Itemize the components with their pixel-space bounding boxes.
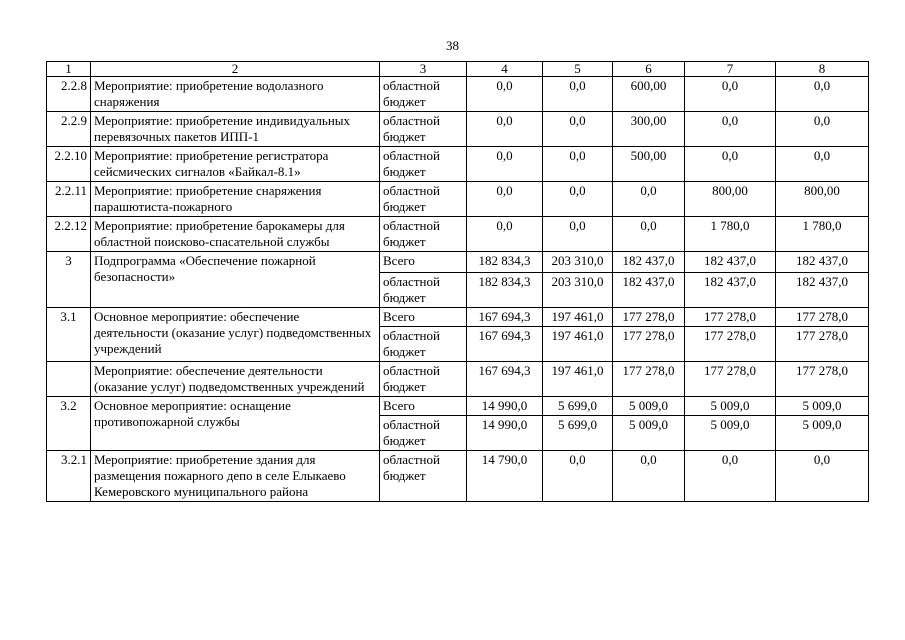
value-cell: 0,0 [467,217,543,252]
row-code: 2.2.9 [47,112,91,147]
row-code: 2.2.11 [47,182,91,217]
value-cell: 0,0 [467,112,543,147]
value-cell: 182 834,3 [467,252,543,273]
value-cell: 177 278,0 [776,362,869,397]
value-cell: 5 009,0 [685,397,776,416]
row-code: 2.2.10 [47,147,91,182]
value-cell: 177 278,0 [776,308,869,327]
value-cell: 0,0 [613,182,685,217]
value-cell: 0,0 [543,182,613,217]
value-cell: 0,0 [613,451,685,502]
header-cell: 5 [543,62,613,77]
table-row [47,77,869,112]
value-cell: 182 834,3 [467,273,543,308]
value-cell: 182 437,0 [685,252,776,273]
funding-source: областной бюджет [380,182,467,217]
value-cell: 203 310,0 [543,273,613,308]
funding-source: областной бюджет [380,327,467,362]
value-cell: 14 790,0 [467,451,543,502]
value-cell: 167 694,3 [467,362,543,397]
row-code: 2.2.8 [47,77,91,112]
header-cell: 7 [685,62,776,77]
value-cell: 600,00 [613,77,685,112]
value-cell: 5 009,0 [613,397,685,416]
value-cell: 182 437,0 [613,252,685,273]
table-row [47,362,869,397]
table-row [47,308,869,327]
row-name: Основное мероприятие: оснащение противопожарной службы [91,397,380,451]
row-name: Мероприятие: приобретение здания для размещения пожарного депо в селе Елыкаево Кемеровского муниципального района [91,451,380,502]
table-row [47,147,869,182]
value-cell: 0,0 [467,77,543,112]
funding-source: Всего [380,252,467,273]
row-name: Мероприятие: приобретение индивидуальных перевязочных пакетов ИПП-1 [91,112,380,147]
value-cell: 500,00 [613,147,685,182]
value-cell: 0,0 [685,112,776,147]
value-cell: 177 278,0 [613,308,685,327]
value-cell: 182 437,0 [776,273,869,308]
value-cell: 0,0 [776,147,869,182]
row-code: 3 [47,252,91,308]
value-cell: 300,00 [613,112,685,147]
value-cell: 5 009,0 [776,397,869,416]
value-cell: 0,0 [613,217,685,252]
row-name: Мероприятие: обеспечение деятельности (оказание услуг) подведомственных учреждений [91,362,380,397]
value-cell: 167 694,3 [467,308,543,327]
value-cell: 5 009,0 [613,416,685,451]
funding-source: областной бюджет [380,273,467,308]
value-cell: 0,0 [543,77,613,112]
row-name: Мероприятие: приобретение регистратора сейсмических сигналов «Байкал-8.1» [91,147,380,182]
table-row [47,182,869,217]
value-cell: 0,0 [685,147,776,182]
value-cell: 0,0 [685,451,776,502]
value-cell: 182 437,0 [776,252,869,273]
value-cell: 177 278,0 [776,327,869,362]
value-cell: 5 699,0 [543,416,613,451]
value-cell: 14 990,0 [467,397,543,416]
value-cell: 1 780,0 [685,217,776,252]
value-cell: 203 310,0 [543,252,613,273]
row-code: 3.1 [47,308,91,362]
value-cell: 800,00 [685,182,776,217]
value-cell: 14 990,0 [467,416,543,451]
value-cell: 0,0 [685,77,776,112]
table-header-row [47,62,869,77]
value-cell: 197 461,0 [543,362,613,397]
row-code [47,362,91,397]
header-cell: 1 [47,62,91,77]
funding-source: областной бюджет [380,217,467,252]
table-row [47,397,869,416]
value-cell: 167 694,3 [467,327,543,362]
value-cell: 5 009,0 [685,416,776,451]
value-cell: 0,0 [776,77,869,112]
value-cell: 0,0 [776,451,869,502]
value-cell: 0,0 [776,112,869,147]
table-row [47,451,869,502]
value-cell: 0,0 [543,451,613,502]
funding-source: областной бюджет [380,451,467,502]
header-cell: 8 [776,62,869,77]
value-cell: 177 278,0 [685,362,776,397]
funding-source: областной бюджет [380,112,467,147]
funding-source: областной бюджет [380,416,467,451]
table-row [47,252,869,273]
value-cell: 177 278,0 [613,362,685,397]
row-name: Подпрограмма «Обеспечение пожарной безопасности» [91,252,380,308]
value-cell: 177 278,0 [685,308,776,327]
row-name: Мероприятие: приобретение барокамеры для областной поисково-спасательной службы [91,217,380,252]
row-name: Мероприятие: приобретение снаряжения парашютиста-пожарного [91,182,380,217]
row-name: Основное мероприятие: обеспечение деятельности (оказание услуг) подведомственных учреждений [91,308,380,362]
value-cell: 0,0 [467,147,543,182]
budget-table [46,61,869,502]
table-row [47,217,869,252]
value-cell: 0,0 [543,147,613,182]
funding-source: областной бюджет [380,362,467,397]
value-cell: 800,00 [776,182,869,217]
funding-source: Всего [380,397,467,416]
value-cell: 197 461,0 [543,327,613,362]
value-cell: 197 461,0 [543,308,613,327]
table-row [47,112,869,147]
value-cell: 5 009,0 [776,416,869,451]
value-cell: 0,0 [543,112,613,147]
value-cell: 177 278,0 [613,327,685,362]
header-cell: 3 [380,62,467,77]
funding-source: Всего [380,308,467,327]
header-cell: 4 [467,62,543,77]
funding-source: областной бюджет [380,147,467,182]
row-code: 3.2 [47,397,91,451]
header-cell: 2 [91,62,380,77]
value-cell: 0,0 [543,217,613,252]
value-cell: 182 437,0 [613,273,685,308]
row-name: Мероприятие: приобретение водолазного снаряжения [91,77,380,112]
value-cell: 182 437,0 [685,273,776,308]
value-cell: 177 278,0 [685,327,776,362]
value-cell: 1 780,0 [776,217,869,252]
page-number: 38 [446,38,459,53]
value-cell: 5 699,0 [543,397,613,416]
row-code: 2.2.12 [47,217,91,252]
header-cell: 6 [613,62,685,77]
funding-source: областной бюджет [380,77,467,112]
row-code: 3.2.1 [47,451,91,502]
value-cell: 0,0 [467,182,543,217]
